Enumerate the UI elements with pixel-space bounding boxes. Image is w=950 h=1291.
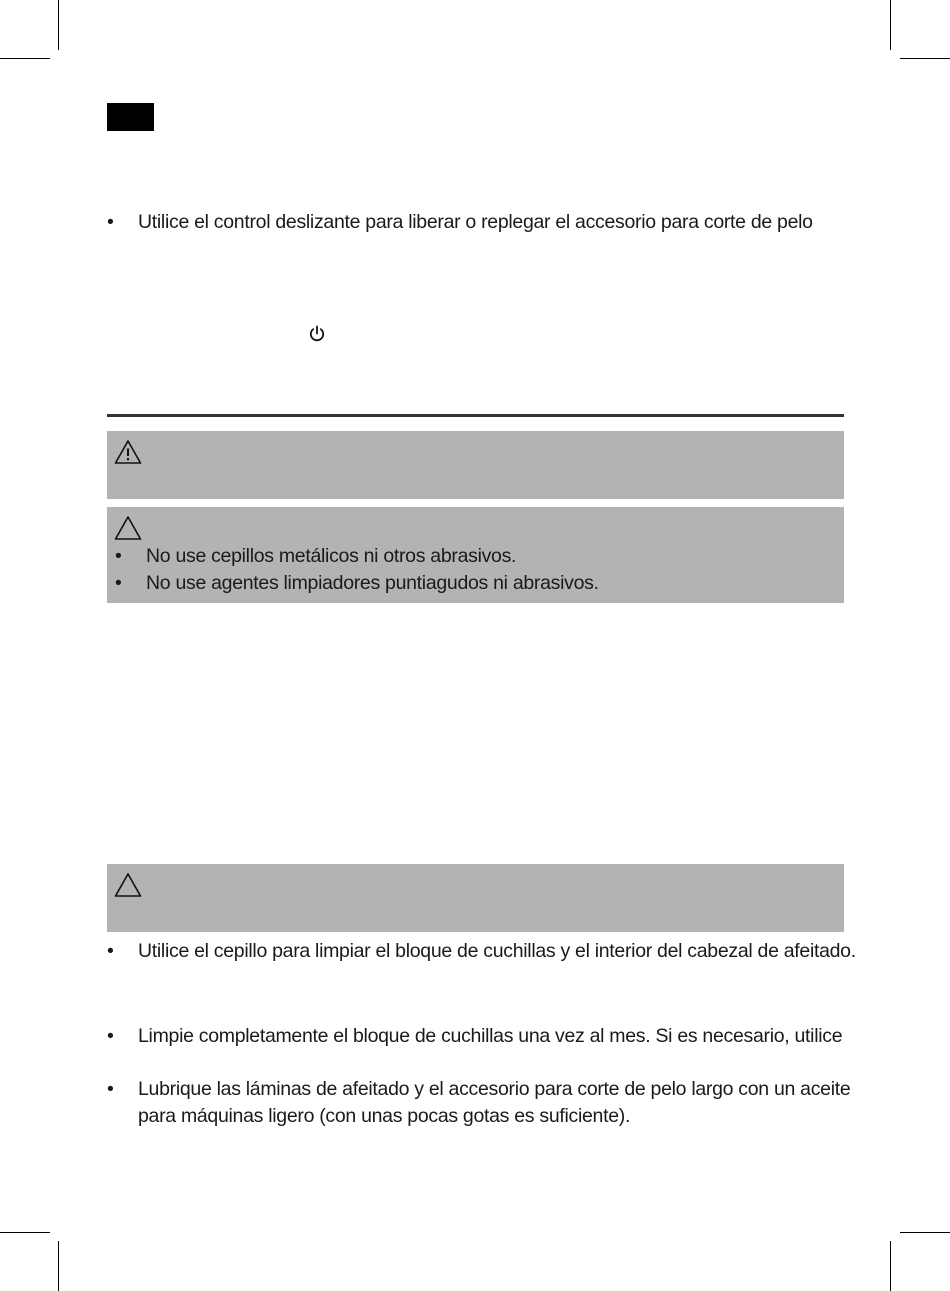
warning-box (107, 431, 844, 499)
crop-mark-bottom-left-horizontal (0, 1232, 50, 1233)
list-item-text: Lubrique las láminas de afeitado y el accesorio para corte de pelo largo con un aceite (138, 1078, 851, 1100)
list-item-text: Limpie completamente el bloque de cuchillas una vez al mes. Si es necesario, utilice (138, 1025, 843, 1047)
caution-box (107, 507, 844, 603)
bullet: • (115, 572, 122, 594)
list-item-text: Utilice el control deslizante para liberar o replegar el accesorio para corte de pelo (138, 211, 813, 233)
warning-triangle-icon (114, 439, 142, 465)
power-icon (307, 324, 327, 344)
section-divider (107, 414, 844, 417)
crop-mark-top-left-vertical (58, 0, 59, 50)
crop-mark-bottom-right-horizontal (900, 1232, 950, 1233)
list-item-text: No use agentes limpiadores puntiagudos ni abrasivos. (146, 572, 599, 594)
bullet: • (107, 1078, 114, 1100)
bullet: • (107, 940, 114, 962)
crop-mark-bottom-left-vertical (58, 1241, 59, 1291)
crop-mark-top-right-vertical (890, 0, 891, 50)
language-tab (107, 103, 154, 131)
caution-box (107, 864, 844, 932)
caution-triangle-icon (114, 872, 142, 898)
crop-mark-bottom-right-vertical (890, 1241, 891, 1291)
caution-triangle-icon (114, 515, 142, 541)
bullet: • (107, 1025, 114, 1047)
list-item-text: No use cepillos metálicos ni otros abrasivos. (146, 545, 517, 567)
bullet: • (107, 211, 114, 233)
bullet: • (115, 545, 122, 567)
list-item-text: Utilice el cepillo para limpiar el bloque de cuchillas y el interior del cabezal de afeitado. (138, 940, 856, 962)
crop-mark-top-right-horizontal (900, 58, 950, 59)
list-item-text-continued: para máquinas ligero (con unas pocas gotas es suficiente). (138, 1105, 631, 1127)
crop-mark-top-left-horizontal (0, 58, 50, 59)
